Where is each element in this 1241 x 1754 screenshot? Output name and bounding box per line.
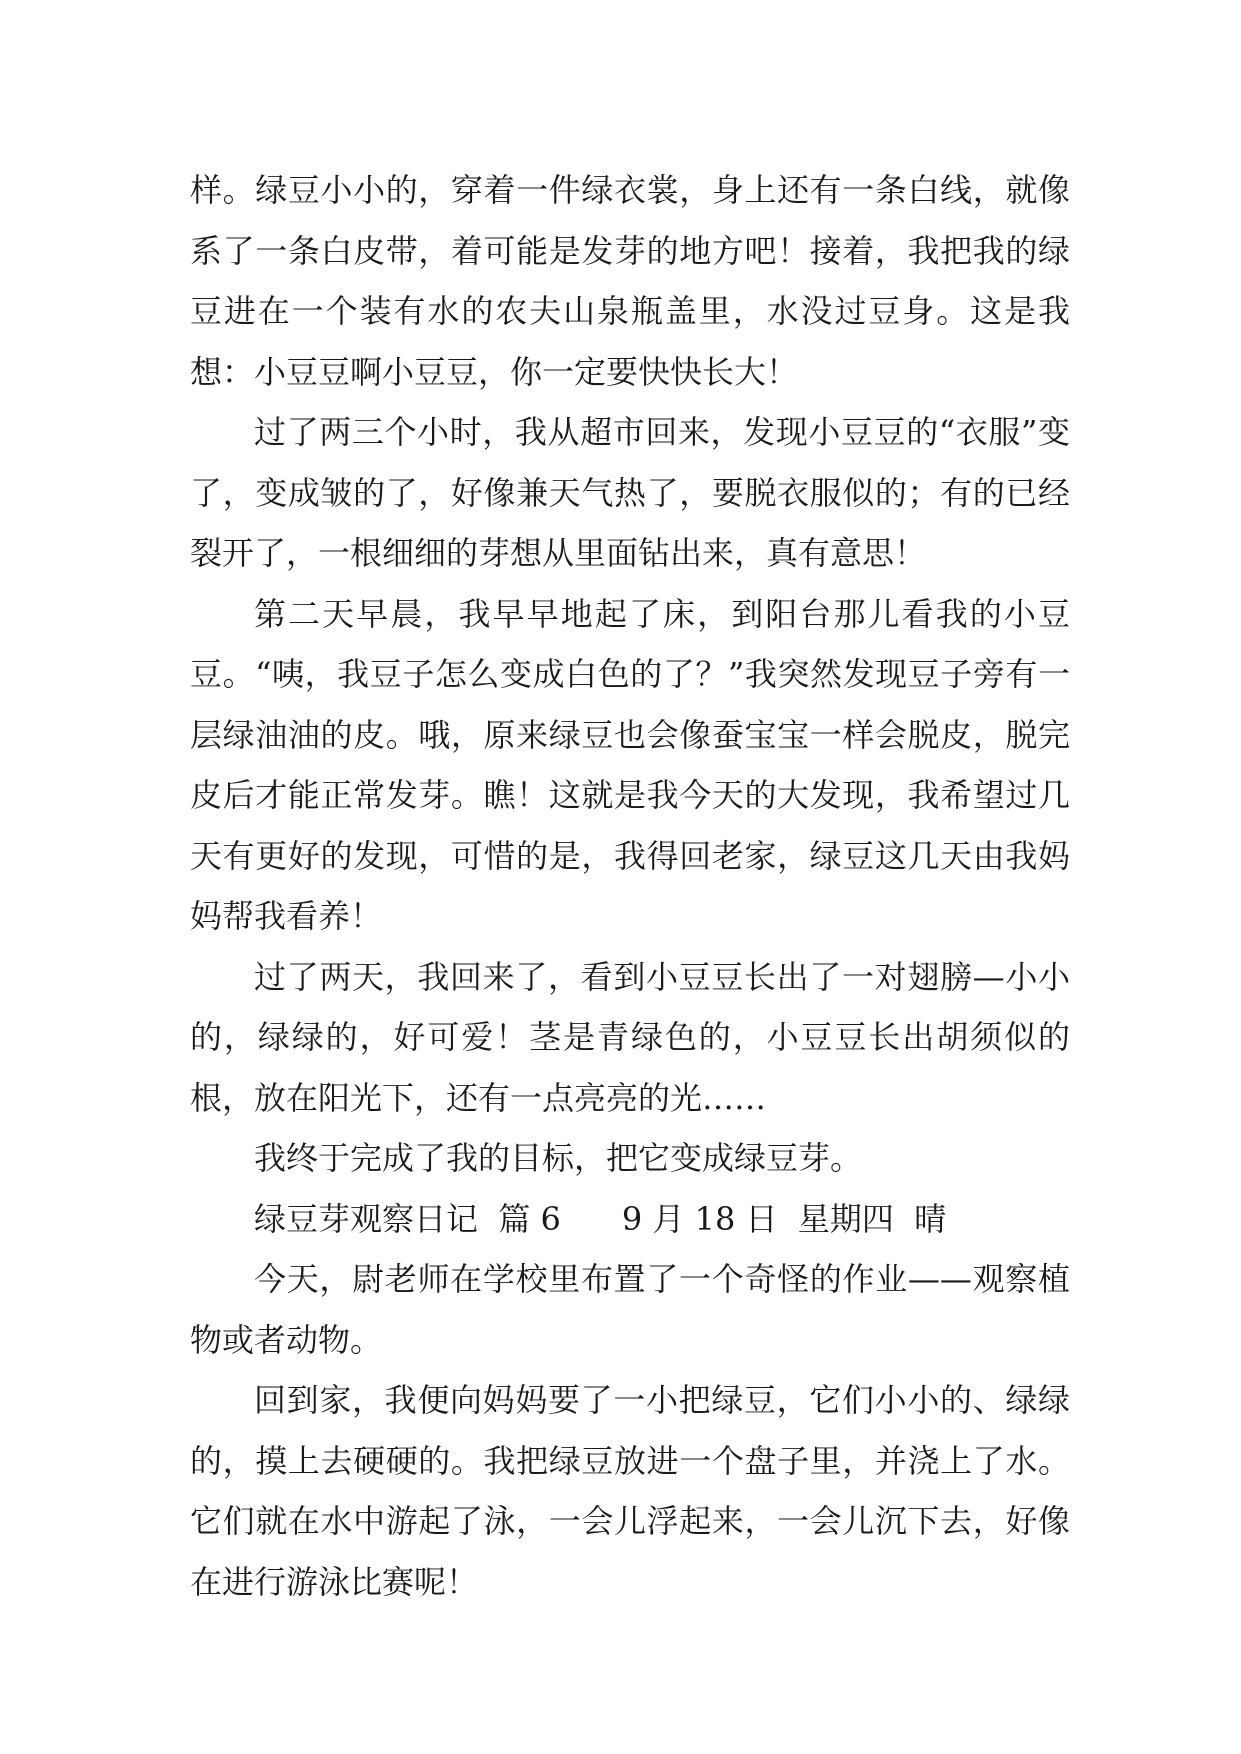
paragraph-3: 第二天早晨，我早早地起了床，到阳台那儿看我的小豆豆。“咦，我豆子怎么变成白色的了？”我突然发现豆子旁有一层绿油油的皮。哦，原来绿豆也会像蚕宝宝一样会脱皮，脱完皮后才能正常发芽。瞧！这就是我今天的大发现，我希望过几天有更好的发现，可惜的是，我得回老家，绿豆这几天由我妈妈帮我看养！: [190, 594, 1070, 935]
paragraph-5: 我终于完成了我的目标，把它变成绿豆芽。: [254, 1139, 863, 1177]
paragraph-1: 样。绿豆小小的，穿着一件绿衣裳，身上还有一条白线，就像系了一条白皮带，着可能是发芽的地方吧！接着，我把我的绿豆进在一个装有水的农夫山泉瓶盖里，水没过豆身。这是我想：小豆豆啊小豆豆，你一定要快快长大！: [190, 171, 1070, 391]
paragraph-4: 过了两天，我回来了，看到小豆豆长出了一对翅膀—小小的，绿绿的，好可爱！茎是青绿色的，小豆豆长出胡须似的根，放在阳光下，还有一点亮亮的光……: [190, 957, 1070, 1117]
document-body: [190, 160, 1070, 1612]
paragraph-7: 今天，尉老师在学校里布置了一个奇怪的作业——观察植物或者动物。: [190, 1260, 1070, 1359]
paragraph-2: 过了两三个小时，我从超市回来，发现小豆豆的“衣服”变了，变成皱的了，好像兼天气热了，要脱衣服似的；有的已经裂开了，一根细细的芽想从里面钻出来，真有意思！: [190, 413, 1070, 572]
section-heading: 绿豆芽观察日记 篇 6 9 月 18 日 星期四 晴: [254, 1199, 947, 1238]
paragraph-8: 回到家，我便向妈妈要了一小把绿豆，它们小小的、绿绿的，摸上去硬硬的。我把绿豆放进一个盘子里，并浇上了水。它们就在水中游起了泳，一会儿浮起来，一会儿沉下去，好像在进行游泳比赛呢！: [190, 1381, 1070, 1601]
